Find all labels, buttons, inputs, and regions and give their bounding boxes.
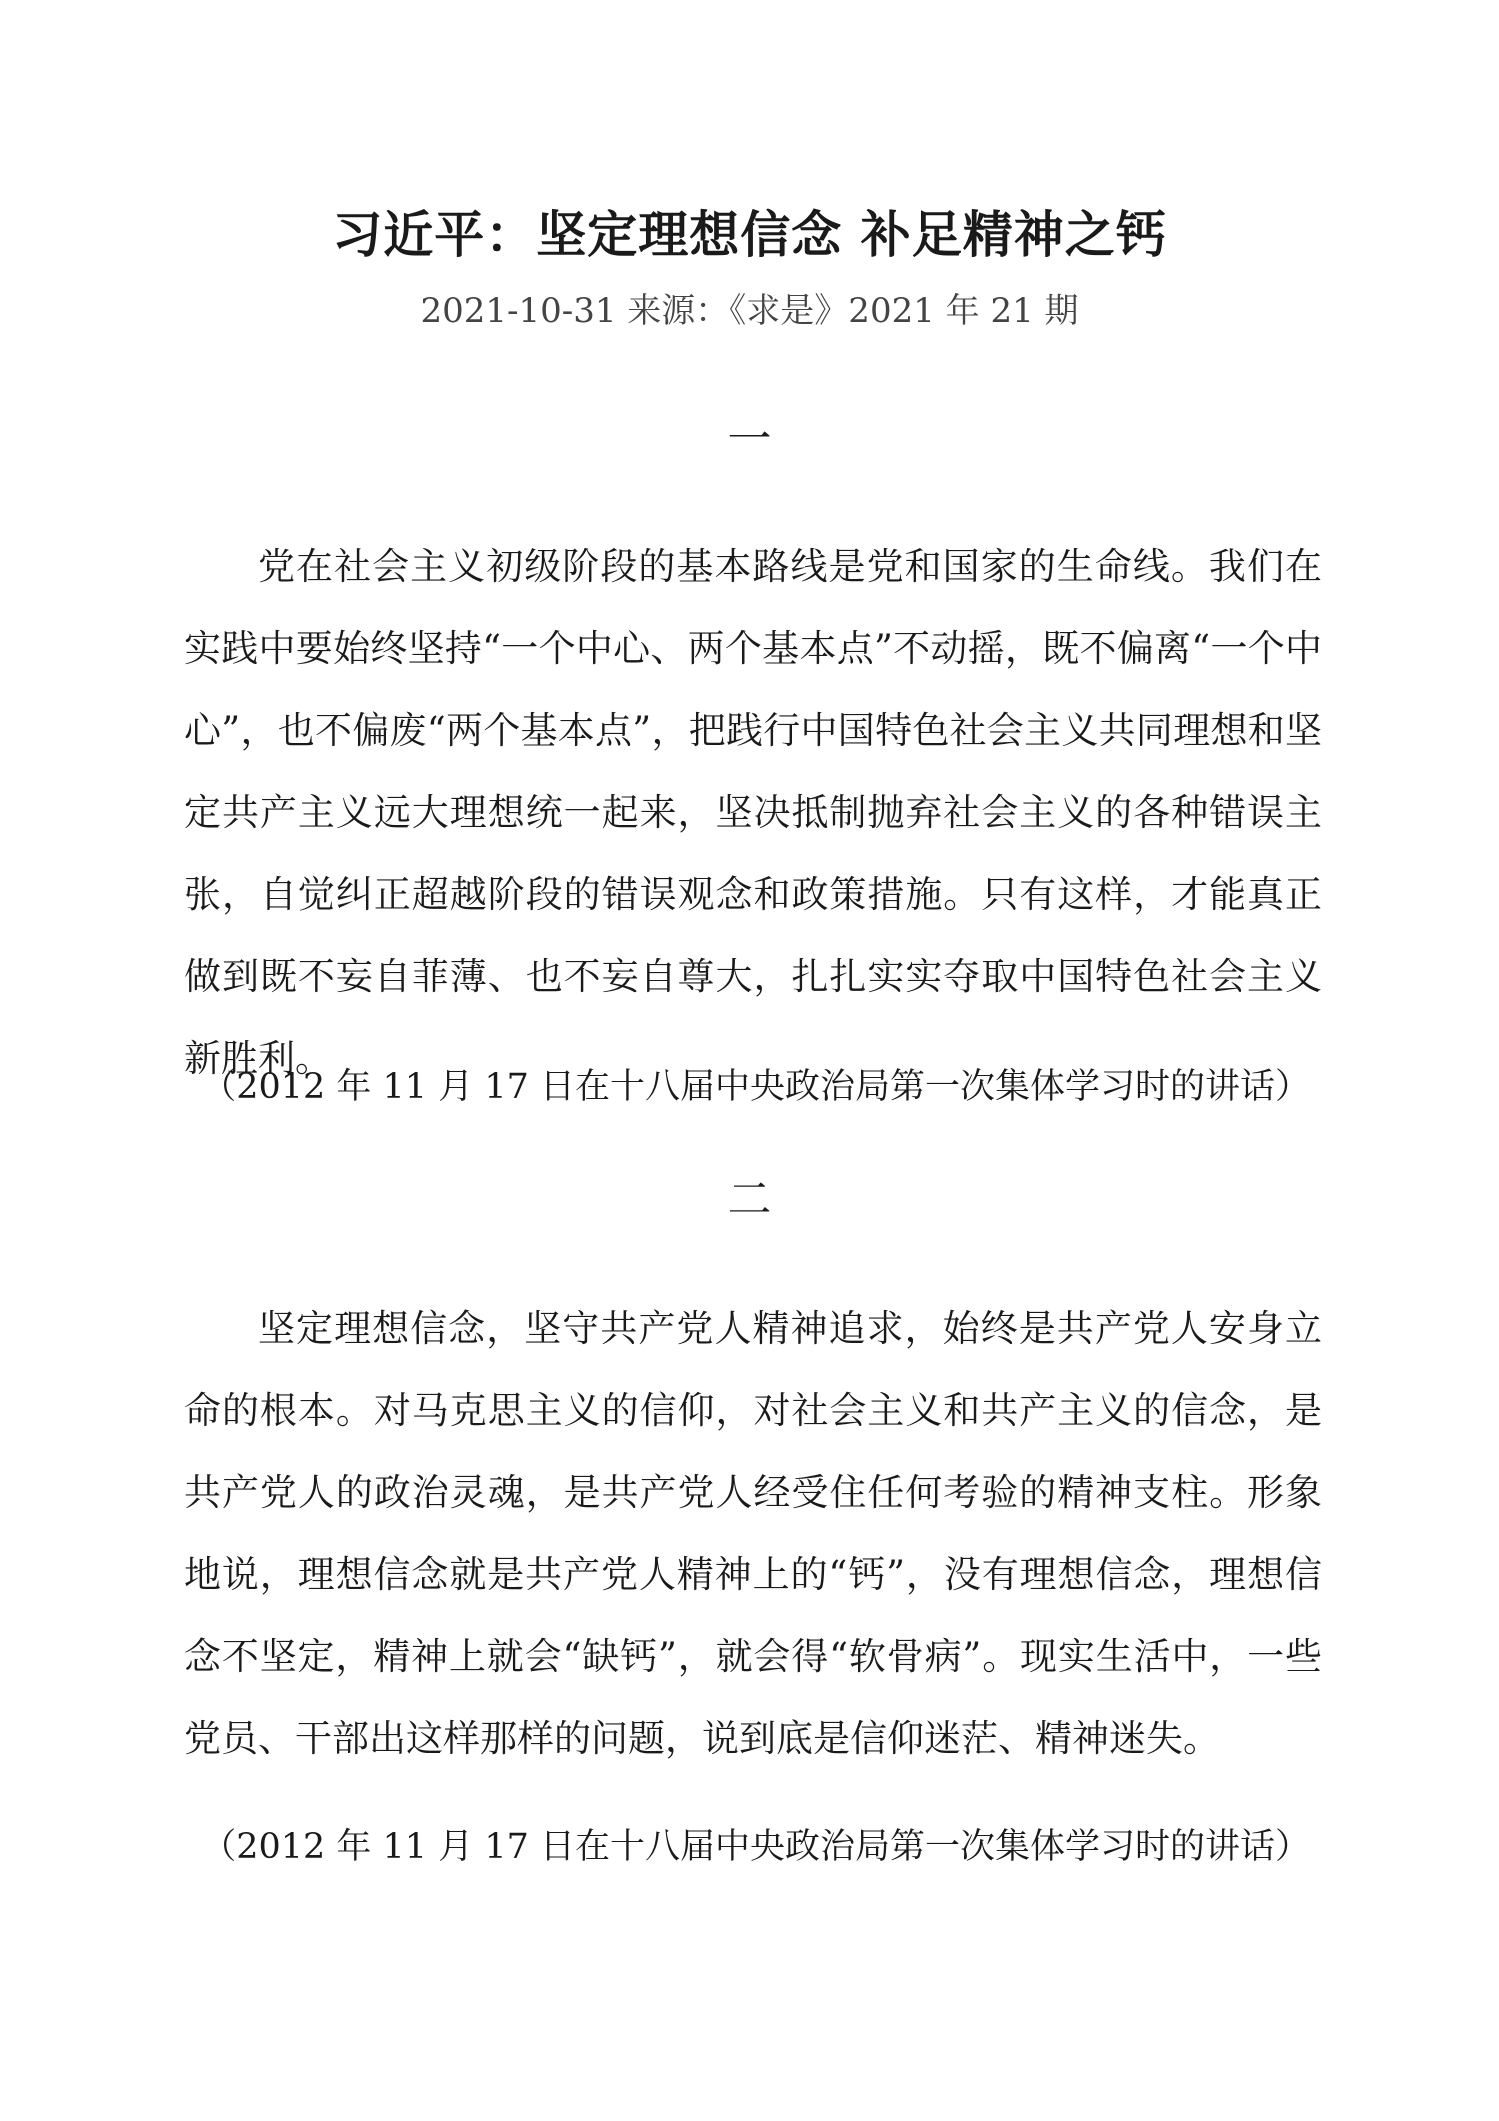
- section-source-note-2: （2012 年 11 月 17 日在十八届中央政治局第一次集体学习时的讲话）: [201, 1827, 1310, 1867]
- article-title: 习近平：坚定理想信念 补足精神之钙: [332, 206, 1167, 264]
- article-meta: 2021-10-31 来源：《求是》2021 年 21 期: [420, 291, 1079, 331]
- section-paragraph-2: 坚定理想信念，坚守共产党人精神追求，始终是共产党人安身立命的根本。对马克思主义的信仰，对社会主义和共产主义的信念，是共产党人的政治灵魂，是共产党人经受住任何考验的精神支柱。形象地说，理想信念就是共产党人精神上的“钙”，没有理想信念，理想信念不坚定，精神上就会“缺钙”，就会得“软骨病”。现实生活中，一些党员、干部出这样那样的问题，说到底是信仰迷茫、精神迷失。: [184, 1307, 1322, 1760]
- section-paragraph-1: 党在社会主义初级阶段的基本路线是党和国家的生命线。我们在实践中要始终坚持“一个中心、两个基本点”不动摇，既不偏离“一个中心”，也不偏废“两个基本点”，把践行中国特色社会主义共同理想和坚定共产主义远大理想统一起来，坚决抵制抛弃社会主义的各种错误主张，自觉纠正超越阶段的错误观念和政策措施。只有这样，才能真正做到既不妄自菲薄、也不妄自尊大，扎扎实实夺取中国特色社会主义新胜利。: [184, 545, 1322, 1080]
- section-heading-2: 二: [727, 1174, 772, 1225]
- section-heading-1: 一: [727, 414, 772, 465]
- section-source-note-1: （2012 年 11 月 17 日在十八届中央政治局第一次集体学习时的讲话）: [201, 1067, 1310, 1107]
